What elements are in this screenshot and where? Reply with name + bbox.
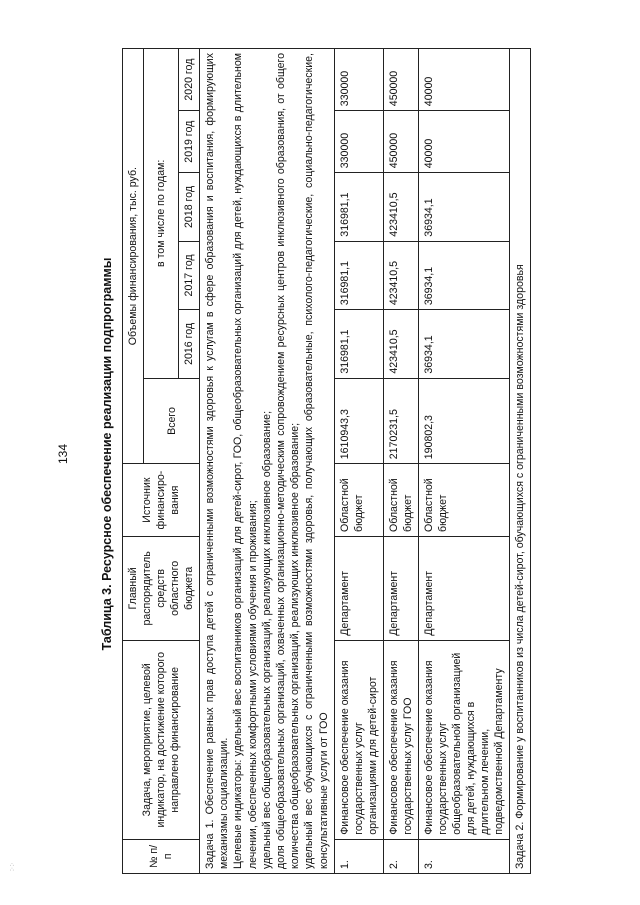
task1-row: [200, 49, 335, 874]
row-num: 1.: [334, 839, 383, 873]
row-total: 1610943,3: [334, 378, 383, 464]
row-task: Финансовое обеспечение оказания государственных услуг организациями для детей-сирот: [334, 640, 383, 839]
row-task: Финансовое обеспечение оказания государственных услуг общеобразовательной организацией для детей, нуждающихся в длительном лечении, подведомственной Департаменту: [418, 640, 509, 839]
row-year-value: 423410,5: [383, 173, 418, 241]
header-year: 2019 год: [179, 111, 200, 173]
row-year-value: 316981,1: [334, 310, 383, 378]
row-total: 2170231,5: [383, 378, 418, 464]
task1-indicator: удельный вес обучающихся с ограниченными возможностями здоровья, получающих образовательные, психолого-педагогические, социально-педагогические, консультативные услуги от ГОО: [303, 53, 330, 869]
table-row: [383, 49, 418, 874]
header-distributor: Главный распорядитель средств областного бюджета: [123, 536, 200, 640]
row-year-value: 36934,1: [418, 241, 509, 309]
row-year-value: 330000: [334, 111, 383, 173]
header-year: 2020 год: [179, 49, 200, 111]
rotated-page: [52, 30, 622, 878]
row-num: 3.: [418, 839, 509, 873]
row-year-value: 316981,1: [334, 173, 383, 241]
scan-mark: ⁖⁖: [7, 862, 16, 872]
task1-cell: [200, 49, 335, 874]
header-year: 2018 год: [179, 173, 200, 241]
row-distributor: Департамент: [334, 536, 383, 640]
row-num: 2.: [383, 839, 418, 873]
row-total: 190802,3: [418, 378, 509, 464]
resource-table: [122, 48, 531, 874]
table-title: Таблица 3. Ресурсное обеспечение реализации подпрограммы: [100, 257, 114, 651]
header-year: 2017 год: [179, 241, 200, 309]
row-year-value: 330000: [334, 49, 383, 111]
header-volumes: Объемы финансирования, тыс. руб.: [123, 49, 144, 464]
row-task: Финансовое обеспечение оказания государственных услуг ГОО: [383, 640, 418, 839]
row-source: Областной бюджет: [334, 464, 383, 537]
task2-text: Задача 2. Формирование у воспитанников из числа детей-сирот, обучающихся с ограниченными возможностями здоровья: [513, 264, 526, 869]
row-year-value: 316981,1: [334, 241, 383, 309]
task2-cell: [509, 49, 530, 874]
table-row: [334, 49, 383, 874]
header-source: Источник финансиро-вания: [123, 464, 200, 537]
page-number: 134: [56, 443, 70, 465]
task1-indicator: доля общеобразовательных организаций, охваченных организационно-методическим сопровождением ресурсных центров инклюзивного образования, от общего количества общеобразовательных организаций, реализующих инклюзивное образование;: [275, 53, 302, 869]
row-distributor: Департамент: [418, 536, 509, 640]
row-year-value: 450000: [383, 111, 418, 173]
row-year-value: 36934,1: [418, 310, 509, 378]
row-year-value: 40000: [418, 111, 509, 173]
task1-indicator: Целевые индикаторы: удельный вес воспитанников организаций для детей-сирот, ГОО, общеобразовательных организаций для детей, нуждающихся в длительном лечении, обеспеченных комфортными условиями обучения и проживания;: [232, 53, 259, 869]
header-num: № п/п: [123, 839, 200, 873]
row-year-value: 36934,1: [418, 173, 509, 241]
header-total: Всего: [144, 378, 200, 464]
task1-indicator: удельный вес общеобразовательных организаций, реализующих инклюзивное образование;: [260, 410, 273, 869]
task1-text: Задача 1. Обеспечение равных прав доступа детей с ограниченными возможностями здоровья к услугам в сфере образования и воспитания, формирующих механизмы социализации.: [204, 53, 231, 869]
row-year-value: 423410,5: [383, 310, 418, 378]
task2-row: [509, 49, 530, 874]
row-year-value: 40000: [418, 49, 509, 111]
row-year-value: 450000: [383, 49, 418, 111]
row-distributor: Департамент: [383, 536, 418, 640]
header-year: 2016 год: [179, 310, 200, 378]
header-row-1: [123, 49, 144, 874]
row-year-value: 423410,5: [383, 241, 418, 309]
table-row: [418, 49, 509, 874]
row-source: Областной бюджет: [418, 464, 509, 537]
row-source: Областной бюджет: [383, 464, 418, 537]
header-task: Задача, мероприятие, целевой индикатор, на достижение которого направлено финансирование: [123, 640, 200, 839]
header-by-years: в том числе по годам:: [144, 49, 179, 379]
